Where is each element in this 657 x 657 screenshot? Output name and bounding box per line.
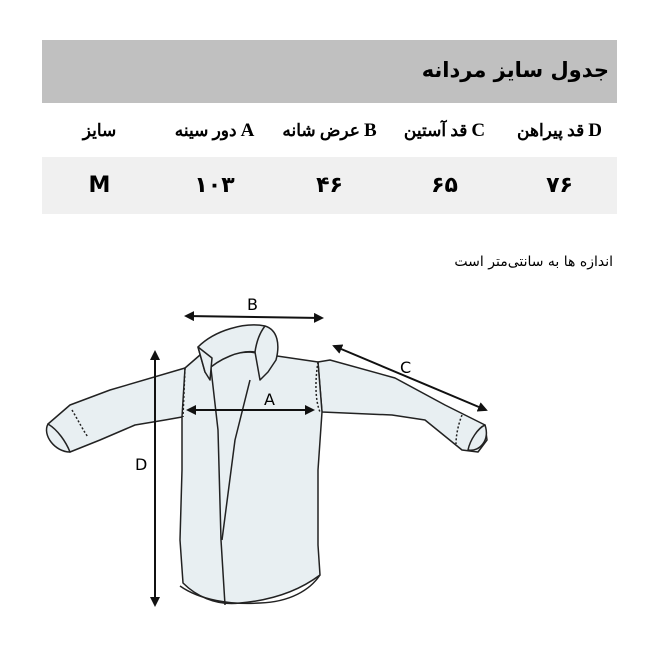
column-label-text: سایز bbox=[82, 121, 117, 140]
column-label-text: دور سینه bbox=[174, 121, 237, 140]
column-letter: D bbox=[588, 120, 602, 141]
value-sleeve-length: ۶۵ bbox=[431, 173, 458, 198]
shirt-illustration bbox=[47, 325, 487, 605]
label-c: C bbox=[400, 358, 412, 377]
column-letter: A bbox=[240, 120, 255, 141]
label-a: A bbox=[264, 390, 275, 409]
label-b: B bbox=[247, 295, 258, 314]
column-label-text: عرض شانه bbox=[282, 121, 360, 140]
column-label-text: قد آستین bbox=[403, 121, 468, 140]
value-shirt-length: ۷۶ bbox=[546, 173, 573, 198]
value-size: M bbox=[88, 173, 111, 198]
label-d: D bbox=[135, 455, 148, 474]
value-shoulder-width: ۴۶ bbox=[316, 173, 343, 198]
column-letter: B bbox=[363, 120, 377, 141]
arrow-b-shoulder bbox=[186, 316, 322, 318]
table-title: جدول سایز مردانه bbox=[421, 58, 609, 82]
units-note: اندازه ها به سانتی‌متر است bbox=[454, 254, 613, 270]
column-letter: C bbox=[471, 120, 486, 141]
value-chest: ۱۰۳ bbox=[194, 173, 235, 198]
column-label-text: قد پیراهن bbox=[517, 121, 585, 140]
